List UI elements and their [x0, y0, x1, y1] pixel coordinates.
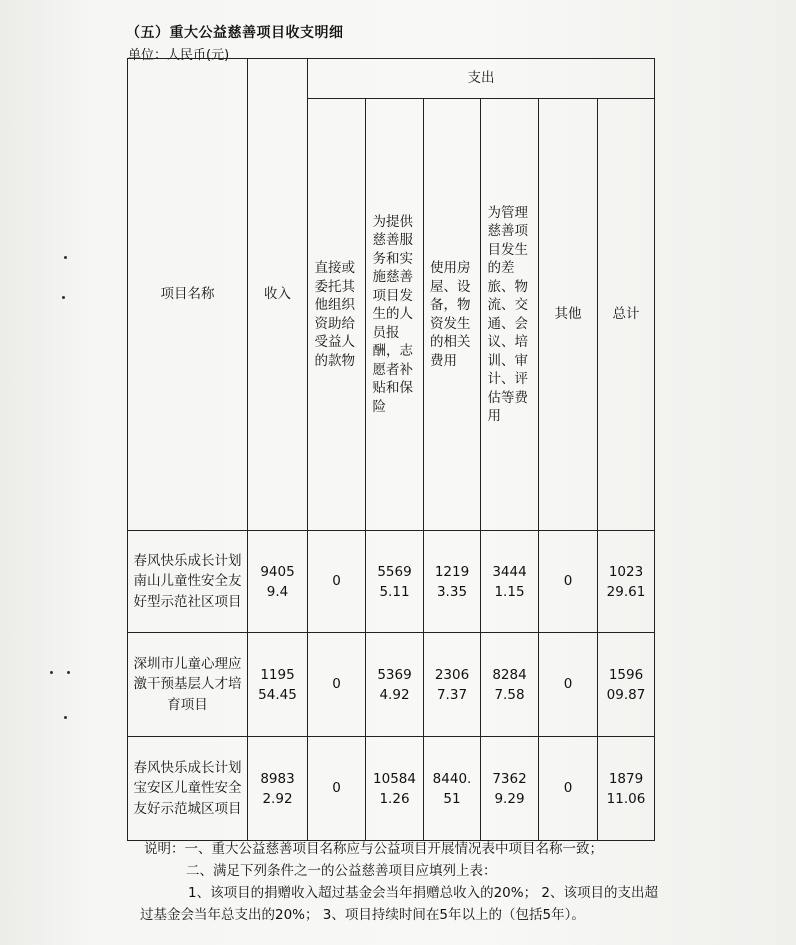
project-name: 深圳市儿童心理应激干预基层人才培育项目 [128, 633, 248, 737]
total-cell: 102329.61 [598, 531, 655, 633]
admin-cell: 82847.58 [481, 633, 539, 737]
note-line-2: 二、满足下列条件之一的公益慈善项目应填列上表： [186, 863, 497, 879]
header-other: 其他 [539, 99, 598, 531]
note-line-4: 过基金会当年总支出的20%； 3、项目持续时间在5年以上的（包括5年）。 [140, 907, 585, 923]
speck [50, 671, 53, 674]
income-cell: 119554.45 [248, 633, 308, 737]
speck [62, 296, 65, 299]
expense-table [127, 58, 655, 841]
other-cell: 0 [539, 737, 598, 841]
personnel-cell: 53694.92 [366, 633, 424, 737]
speck [64, 256, 67, 259]
direct-cell: 0 [308, 633, 366, 737]
header-direct: 直接或委托其他组织资助给受益人的款物 [308, 99, 366, 531]
personnel-cell: 105841.26 [366, 737, 424, 841]
speck [64, 716, 67, 719]
table-row [128, 633, 655, 737]
table-row [128, 737, 655, 841]
direct-cell: 0 [308, 531, 366, 633]
unit-label: 单位：人民币(元) [128, 48, 230, 63]
header-personnel: 为提供慈善服务和实施慈善项目发生的人员报酬，志愿者补贴和保险 [366, 99, 424, 531]
facility-cell: 12193.35 [424, 531, 481, 633]
income-cell: 89832.92 [248, 737, 308, 841]
project-name: 春风快乐成长计划宝安区儿童性安全友好示范城区项目 [128, 737, 248, 841]
total-cell: 187911.06 [598, 737, 655, 841]
project-name: 春风快乐成长计划南山儿童性安全友好型示范社区项目 [128, 531, 248, 633]
other-cell: 0 [539, 633, 598, 737]
header-admin: 为管理慈善项目发生的差旅、物流、交通、会议、培训、审计、评估等费用 [481, 99, 539, 531]
header-total: 总计 [598, 99, 655, 531]
other-cell: 0 [539, 531, 598, 633]
header-expense: 支出 [308, 59, 655, 99]
facility-cell: 23067.37 [424, 633, 481, 737]
facility-cell: 8440.51 [424, 737, 481, 841]
table-row [128, 531, 655, 633]
admin-cell: 34441.15 [481, 531, 539, 633]
direct-cell: 0 [308, 737, 366, 841]
speck [67, 671, 70, 674]
section-title: （五）重大公益慈善项目收支明细 [126, 25, 344, 41]
note-line-3: 1、该项目的捐赠收入超过基金会当年捐赠总收入的20%； 2、该项目的支出超 [188, 885, 658, 901]
personnel-cell: 55695.11 [366, 531, 424, 633]
total-cell: 159609.87 [598, 633, 655, 737]
note-line-1: 说明：一、重大公益慈善项目名称应与公益项目开展情况表中项目名称一致； [144, 841, 603, 857]
income-cell: 94059.4 [248, 531, 308, 633]
header-income: 收入 [248, 59, 308, 531]
header-project-name: 项目名称 [128, 59, 248, 531]
notes [140, 838, 704, 926]
header-facility: 使用房屋、设备，物资发生的相关费用 [424, 99, 481, 531]
admin-cell: 73629.29 [481, 737, 539, 841]
